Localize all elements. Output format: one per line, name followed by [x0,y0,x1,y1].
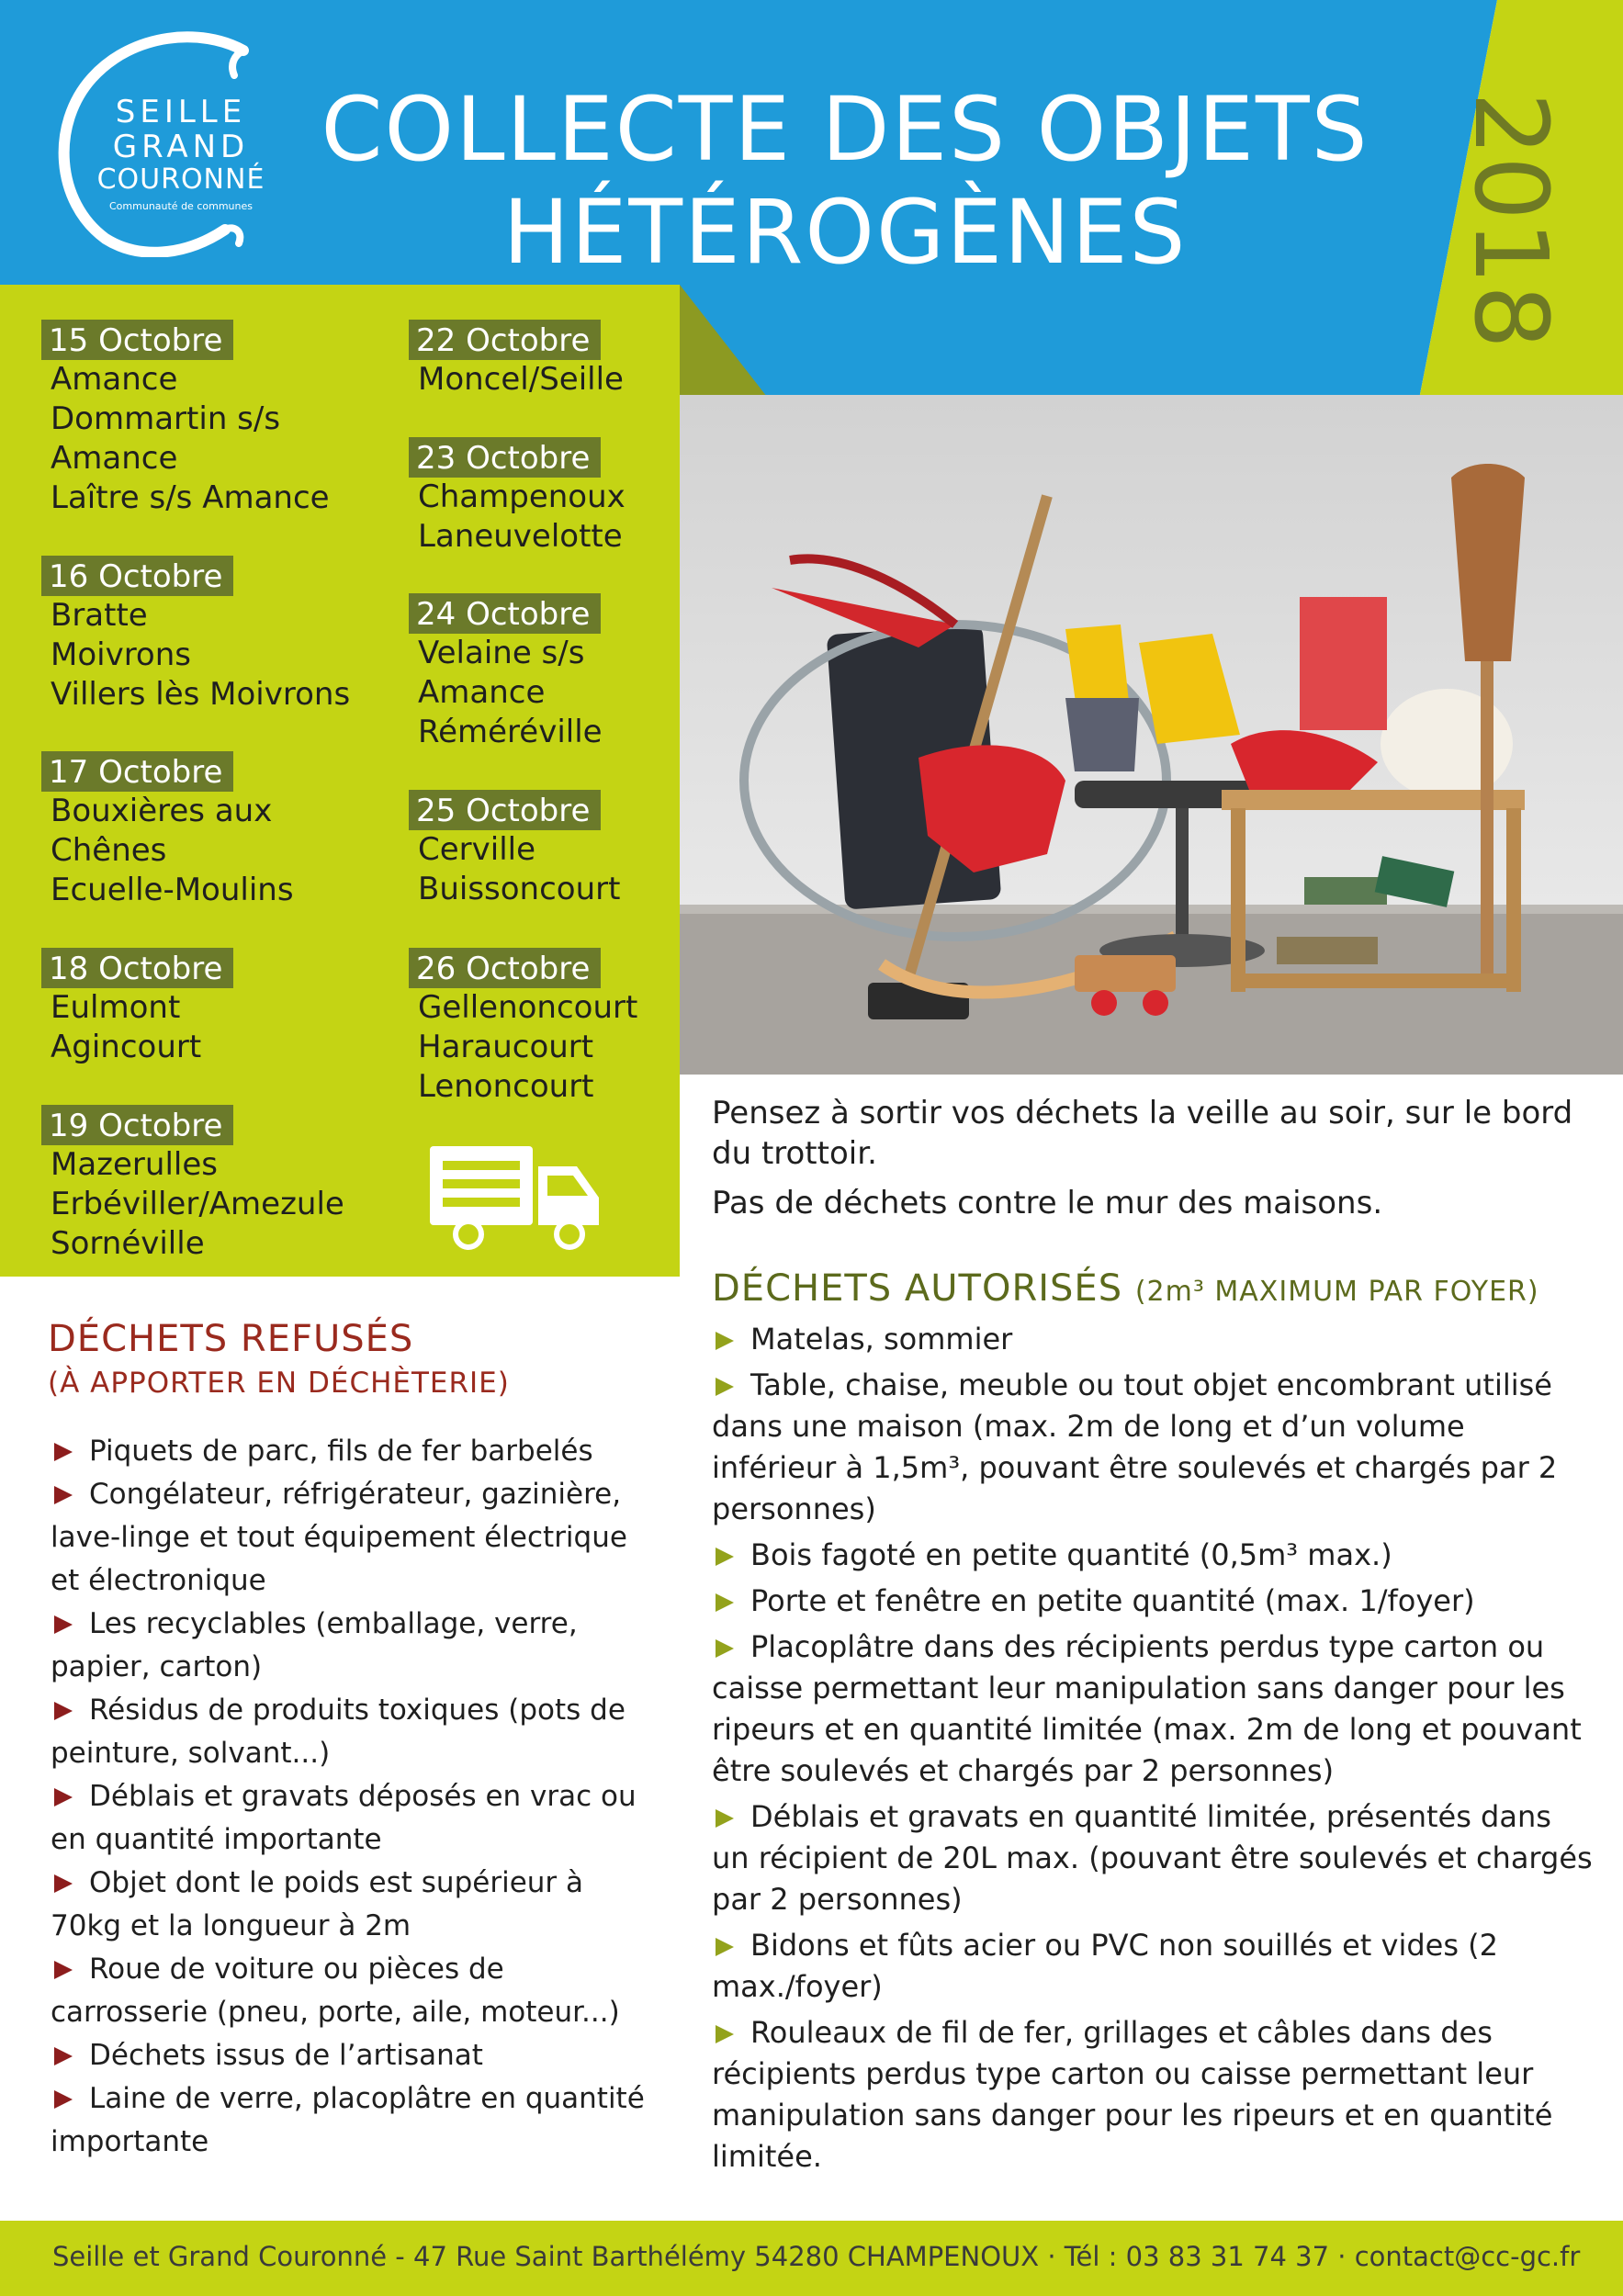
schedule-block-24 [409,593,603,752]
bulky-waste-photo [680,395,1623,1075]
triangle-bullet-icon [54,2047,73,2065]
schedule-block-19 [41,1105,344,1264]
list-item-text: Roue de voiture ou pièces de carrosserie (pneu, porte, aile, moteur...) [51,1953,620,2029]
list-item-text: Placoplâtre dans des récipients perdus type carton ou caisse permettant leur manipulation sans danger pour les ripeurs et en quantité limitée (max. 2m de long et pouvant être soulevés et chargés par 2 personnes) [712,1629,1582,1788]
date-tag: 19 Octobre [41,1105,233,1145]
triangle-bullet-icon [716,2025,734,2043]
date-tag: 25 Octobre [409,790,601,830]
town: Haraucourt [418,1029,594,1065]
list-item-text: Laine de verre, placoplâtre en quantité importante [51,2082,645,2158]
town: Moivrons [51,636,191,673]
date-tag: 22 Octobre [409,320,601,360]
list-item [51,1603,657,1689]
list-item-text: Objet dont le poids est supérieur à 70kg et la longueur à 2m [51,1866,584,1942]
town: Erbéviller/Amezule [51,1186,344,1222]
town: Gellenoncourt [418,989,638,1026]
date-tag: 23 Octobre [409,437,601,478]
triangle-bullet-icon [54,1486,73,1504]
triangle-bullet-icon [54,1702,73,1720]
town: Bouxières aux [51,793,273,829]
schedule-block-15 [41,320,330,518]
list-item [51,2077,657,2164]
list-item [51,1948,657,2034]
list-item [712,1535,1594,1576]
town: Amance [418,674,546,711]
list-item-text: Bois fagoté en petite quantité (0,5m³ max.) [750,1537,1392,1572]
list-item-text: Rouleaux de fil de fer, grillages et câbles dans des récipients perdus type carton ou caisse permettant leur manipulation sans danger pour les ripeurs et en quantité limitée. [712,2015,1553,2174]
triangle-bullet-icon [716,1809,734,1828]
schedule-block-17 [41,751,294,910]
triangle-bullet-icon [54,1874,73,1893]
page-title [294,78,1396,284]
town: Champenoux [418,478,626,515]
logo-line-1: SEILLE [115,94,247,130]
year-label [1452,92,1570,349]
town: Ecuelle-Moulins [51,872,294,908]
schedule-block-22 [409,320,624,400]
list-item [51,1862,657,1948]
town: Réméréville [418,714,603,750]
triangle-bullet-icon [716,1378,734,1396]
logo-line-2: GRAND [112,129,250,165]
town: Cerville [418,831,536,868]
year-text: 2018 [1452,92,1570,349]
list-item [712,1319,1594,1360]
refused-waste-subtitle: (À APPORTER EN DÉCHÈTERIE) [48,1367,510,1400]
schedule-block-26 [409,948,637,1107]
date-tag: 16 Octobre [41,556,233,596]
list-item [51,1473,657,1603]
schedule-block-23 [409,437,626,557]
date-tag: 15 Octobre [41,320,233,360]
town: Chênes [51,832,167,869]
intro-text [712,1093,1594,1232]
town: Amance [51,361,178,398]
seille-grand-couronne-logo [46,28,276,257]
triangle-bullet-icon [716,1593,734,1612]
list-item [51,1775,657,1862]
town: Sornéville [51,1225,205,1262]
town: Moncel/Seille [418,361,624,398]
triangle-bullet-icon [716,1548,734,1566]
town: Buissoncourt [418,871,621,907]
triangle-bullet-icon [54,1615,73,1634]
logo-line-3: COURONNÉ [96,163,265,196]
list-item-text: Congélateur, réfrigérateur, gazinière, lave-linge et tout équipement électrique et électronique [51,1478,627,1597]
town: Dommartin s/s [51,400,281,437]
triangle-bullet-icon [716,1639,734,1658]
footer-contact: Seille et Grand Couronné - 47 Rue Saint Barthélémy 54280 CHAMPENOUX · Tél : 03 83 31 74 37 · contact@cc-gc.fr [52,2241,1581,2272]
list-item-text: Les recyclables (emballage, verre, papier, carton) [51,1607,578,1683]
town: Agincourt [51,1029,202,1065]
list-item [51,2034,657,2077]
footer-bar [0,2221,1623,2296]
schedule-block-16 [41,556,350,715]
list-item [51,1430,657,1473]
intro-paragraph-2: Pas de déchets contre le mur des maisons. [712,1185,1383,1221]
date-tag: 17 Octobre [41,751,233,792]
list-item-text: Bidons et fûts acier ou PVC non souillés et vides (2 max./foyer) [712,1928,1499,2004]
collection-schedule [0,285,680,1277]
town: Amance [51,440,178,477]
town: Bratte [51,597,148,634]
refused-waste-title: DÉCHETS REFUSÉS [48,1318,414,1360]
list-item-text: Déblais et gravats déposés en vrac ou en quantité importante [51,1780,637,1856]
allowed-waste-list [712,1319,1594,2182]
town: Laneuvelotte [418,518,623,555]
town: Lenoncourt [418,1068,594,1105]
intro-paragraph-1: Pensez à sortir vos déchets la veille au soir, sur le bord du trottoir. [712,1095,1573,1172]
triangle-bullet-icon [716,1332,734,1350]
schedule-block-18 [41,948,233,1067]
allowed-title-text: DÉCHETS AUTORISÉS [712,1267,1123,1310]
list-item [712,1626,1594,1792]
truck-icon [423,1139,606,1258]
list-item [712,1365,1594,1530]
date-tag: 18 Octobre [41,948,233,988]
list-item-text: Table, chaise, meuble ou tout objet encombrant utilisé dans une maison (max. 2m de long et d’un volume inférieur à 1,5m³, pouvant être soulevés et chargés par 2 personnes) [712,1367,1558,1526]
list-item-text: Matelas, sommier [750,1322,1013,1356]
town: Eulmont [51,989,181,1026]
title-line-2: HÉTÉROGÈNES [502,181,1188,284]
list-item [51,1689,657,1775]
triangle-bullet-icon [54,2090,73,2109]
allowed-waste-title [712,1267,1539,1310]
list-item-text: Déblais et gravats en quantité limitée, présentés dans un récipient de 20L max. (pouvant être soulevés et chargés par 2 personnes) [712,1799,1593,1917]
date-tag: 24 Octobre [409,593,601,634]
town: Mazerulles [51,1146,218,1183]
town: Laître s/s Amance [51,479,330,516]
triangle-bullet-icon [54,1961,73,1979]
list-item [712,1925,1594,2008]
list-item [712,1581,1594,1622]
list-item-text: Porte et fenêtre en petite quantité (max. 1/foyer) [750,1583,1475,1618]
list-item-text: Piquets de parc, fils de fer barbelés [89,1435,593,1468]
date-tag: 26 Octobre [409,948,601,988]
triangle-bullet-icon [54,1443,73,1461]
triangle-bullet-icon [716,1938,734,1956]
town: Villers lès Moivrons [51,676,351,713]
logo-line-4: Communauté de communes [109,200,253,212]
town: Velaine s/s [418,635,585,671]
list-item [712,1796,1594,1920]
list-item-text: Résidus de produits toxiques (pots de peinture, solvant...) [51,1694,626,1770]
list-item-text: Déchets issus de l’artisanat [89,2039,483,2072]
list-item [712,2012,1594,2178]
title-line-1: COLLECTE DES OBJETS [321,78,1369,181]
schedule-block-25 [409,790,620,909]
triangle-bullet-icon [54,1788,73,1806]
refused-waste-list [51,1430,657,2164]
allowed-subtitle: (2m³ MAXIMUM PAR FOYER) [1134,1276,1539,1308]
